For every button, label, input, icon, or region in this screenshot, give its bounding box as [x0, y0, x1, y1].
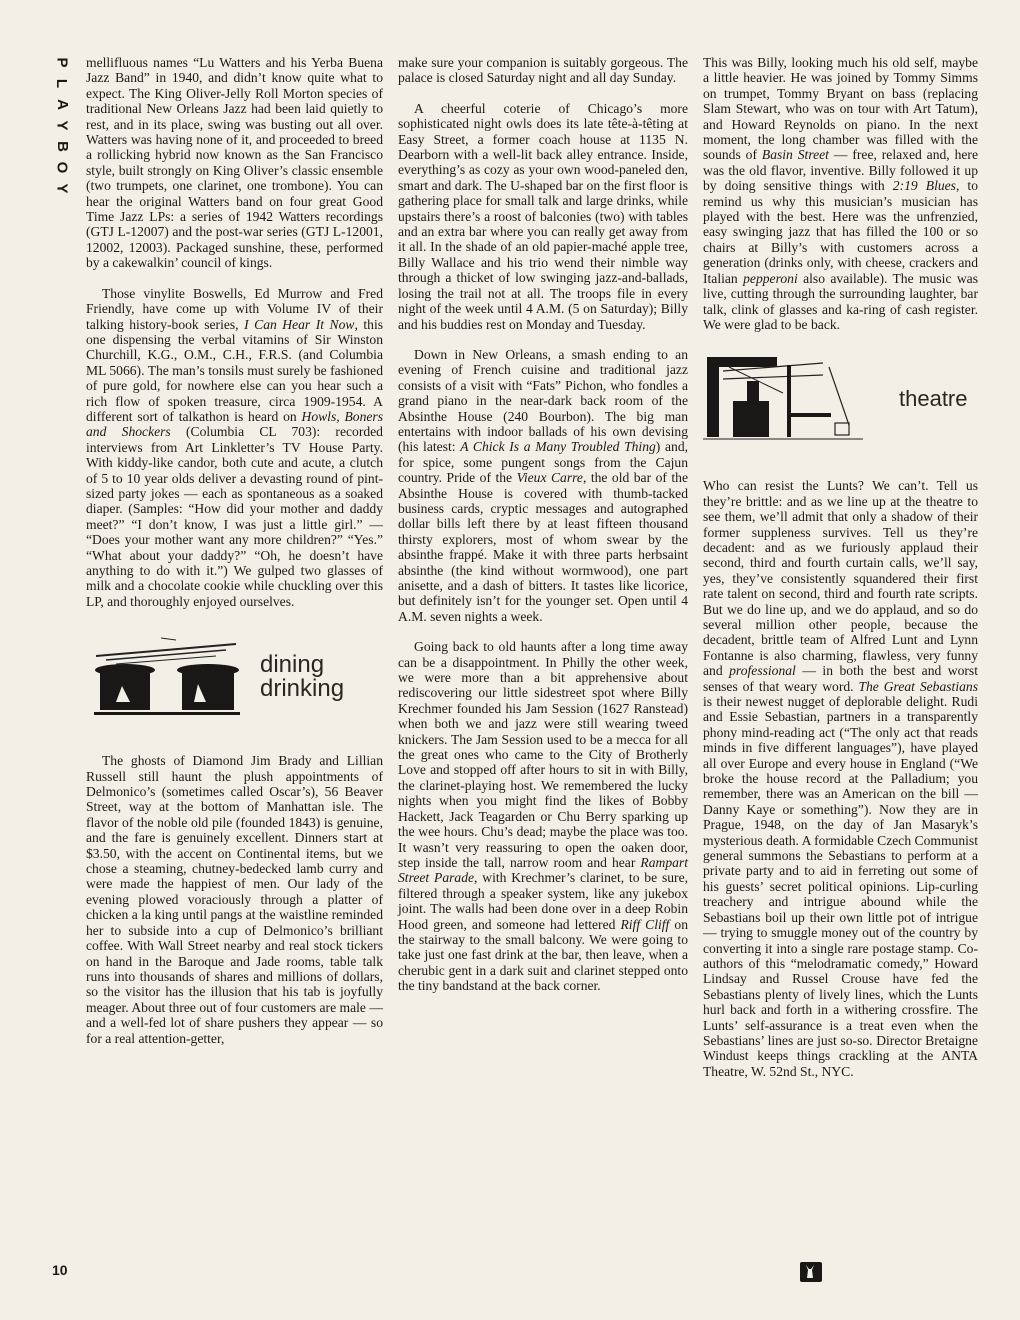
rabbit-head-logo-icon	[800, 1262, 822, 1282]
place-name: Vieux Carre	[516, 470, 583, 486]
record-title: I Can Hear It Now	[244, 316, 355, 332]
paragraph: Down in New Orleans, a smash ending to an evening of French cuisine and traditional jazz consists of a visit with “Fats” Pichon, who fondles a grand piano in the near-dark back room of the Absinthe House (240 Bourbon). The big man entertains with indoor ballads of his own devising (his latest: A Chick Is a Many Troubled Thing) and, for spice, some pungent songs from the Cajun country. Pride of the Vieux Carre, the old bar of the Absinthe House is covered with thumb-tacked business cards, cryptic messages and autographed dollar bills left there by at least fifteen thousand thirsty explorers, most of whom swear by the absinthe frappé. Make it with three parts herbsaint absinthe (the kind without wormwood), one part anisette, and a dash of bitters. It tastes like licorice, but definitely isn’t for the younger set. Open until 4 A.M. seven nights a week.	[398, 346, 689, 624]
paragraph: make sure your companion is suitably gorgeous. The palace is closed Saturday night and all day Sunday.	[398, 55, 688, 86]
emphasis: professional	[729, 663, 796, 679]
food-name: pepperoni	[743, 270, 798, 286]
paragraph: Those vinylite Boswells, Ed Murrow and Fred Friendly, have come up with Volume IV of their talking history-book series, I Can Hear It Now, this one dispensing the verbal vitamins of Sir Winston Churchill, K.G., O.M., C.H., F.R.S. (and Columbia ML 5066). The man’s tonsils must surely be fashioned of pure gold, for nowhere else can you hear such a rich flow of spoken treasure, circa 1909-1954. A different sort of talkathon is heard on Howls, Boners and Shockers (Columbia CL 703): recorded interviews from Art Linkletter’s TV House Party. With kiddy-like candor, both cute and acute, a clutch of 5 to 10 year olds deliver a devasting round of pint-sized party jokes — each as spontaneous as a soaked diaper. (Samples: “How did your mother and daddy meet?” “I don’t know, I was just a little girl.” — “Does your mother want any more children?” “Yes.” “What about your daddy?” “Oh, he doesn’t have anything to do with it.”) We gulped two glasses of milk and a chocolate cookie while chuckling over this LP, and thoroughly enjoyed ourselves.	[86, 285, 384, 609]
spine-letter: Y	[53, 183, 71, 194]
section-title-dining-drinking: dining drinking	[260, 651, 345, 703]
spine-letter: B	[53, 141, 71, 152]
song-title: Rampart Street Parade	[398, 854, 688, 886]
song-title: 2:19 Blues	[892, 178, 956, 194]
paragraph: Going back to old haunts after a long time away can be a disappointment. In Philly the other week, we were more than a bit apprehensive about rediscovering our little sidestreet spot where Billy Krechmer founded his Jam Session (1627 Ranstead) when both we and jazz were still wearing tweed knickers. The Jam Session used to be a mecca for all the great ones who came to the City of Brotherly Love and stopped off after hours to sit in with Billy, the clarinet-playing host. We remembered the lucky nights when you might find the likes of Bobby Hackett, Jack Teagarden or Chu Berry sparking up the wee hours. Chu’s dead; maybe the place was too. It wasn’t very reassuring to open the oaken door, step inside the tall, narrow room and hear Rampart Street Parade, with Krechmer’s clarinet, to be sure, filtered through a speaker system, like any jukebox joint. The walls had been done over in a deep Robin Hood green, and someone had lettered Riff Cliff on the stairway to the small balcony. We were going to take just one fast drink at the bar, then leave, when a cherubic gent in a dark suit and clarinet stepped onto the tiny bandstand at the back corner.	[398, 639, 688, 994]
spine-letter: L	[53, 78, 71, 89]
cocktail-tables-illustration-icon	[86, 626, 246, 729]
page-number: 10	[52, 1262, 68, 1278]
paragraph: Who can resist the Lunts? We can’t. Tell us they’re brittle: and as we line up at the theatre to see them, we’ll admit that only a shadow of their former suppleness survives. Tell us they’re decadent: and as we furiously applaud their second, third and fourth curtain calls, we’ll say, yes, they’ve consistently squandered their first rate talent on second, third and fourth rate scripts. But we do line up, and we do applaud, and so do several million other people, because the decadent, brittle team of Alfred Lunt and Lynn Fontanne is also charming, flawless, very funny and professional — in both the best and worst senses of that weary word. The Great Sebastians is their newest nugget of deplorable delight. Rudi and Essie Sebastian, partners in a transparently phony mind-reading act (“The only act that reads minds in five different languages”), have played all over Europe and every house in England (“We broke the house record at the Palladium; you remember, there was an American on the bill — Danny Kaye or something”). Now they are in Prague, 1948, on the day of Jan Masaryk’s mysterious death. A formidable Czech Communist general summons the Sebastians to perform at a private party and to aid in ferreting out some of his guests’ secret political opinions. Lip-curling treachery and intrigue abound while the Sebastians boil up their own little pot of intrigue — trying to smuggle money out of the country by converting it into a single rare postage stamp. Co-authors of this “melodramatic comedy,” Howard Lindsay and Russel Crouse have fed the Sebastians plenty of lively lines, which the Lunts hurl back and forth in a withering crossfire. The Lunts’ self-assurance is a treat even when the Sebastians’ lines are just so-so. Director Bretaigne Windust keeps things crackling at the ANTA Theatre, W. 52nd St., NYC.	[703, 478, 978, 1079]
column-3	[703, 55, 978, 1079]
paragraph: mellifluous names “Lu Watters and his Yerba Buena Jazz Band” in 1940, and didn’t know quite what to expect. The King Oliver-Jelly Roll Morton species of traditional New Orleans Jazz had been laid quietly to rest, and in its place, swing was busting out all over. Watters was having none of it, and proceeded to breed a rollicking hybrid now known as the San Francisco style, built strongly on King Oliver’s classic ensemble (two trumpets, one clarinet, one trombone). You can hear the original Watters band on four great Good Time Jazz LPs: a series of 1942 Watters recordings (GTJ L-12007) and the post-war series (GTJ L-12001, 12002, 12003). Packaged sunshine, these, performed by a cakewalkin’ council of kings.	[86, 55, 383, 271]
column-2	[398, 55, 688, 994]
play-title: The Great Sebastians	[858, 678, 978, 694]
dining-drinking-header	[86, 627, 383, 727]
paragraph: A cheerful coterie of Chicago’s more sophisticated night owls does its late tête-à-têting at Easy Street, a former coach house at 1135 N. Dearborn with a well-lit back alley entrance. Inside, everything’s as cozy as your own wood-paneled den, smart and dark. The U-shaped bar on the first floor is gathering place for small talk and large drinks, while upstairs there’s a roost of balconies (two) with tables and an extra bar where you can really get away from it all. In the shade of an old papier-maché apple tree, Billy Wallace and his trio wend their nimble way through a thicket of low swinging jazz-and-ballads, losing the trail not at all. The troops file in every night of the week until 4 A.M. (5 on Saturday); Billy and his buddies rest on Monday and Tuesday.	[398, 100, 688, 332]
paragraph: The ghosts of Diamond Jim Brady and Lillian Russell still haunt the plush appointments of Delmonico’s (sometimes called Oscar’s), 56 Beaver Street, way at the bottom of Manhattan isle. The flavor of the noble old pile (founded 1843) is genuine, and the fare is genuinely excellent. Dinners start at $3.50, with the accent on Continental items, but we chose a steaming, chutney-bedecked lamb curry and were made the happiest of men. Our lady of the evening plowed voraciously through a platter of chicken a la king until pangs at the waistline reminded her to subside into a cup of Delmonico’s brilliant coffee. With Wall Street nearby and real stock tickers on hand in the Baroque and Jade rooms, table talk runs into thousands of shares and millions of dollars, so the visitor has the illusion that his tab is joyfully meager. About three out of four customers are male — and a well-fed lot of share pushers they appear — so for a real attention-getter,	[86, 753, 383, 1046]
spine-letter: P	[53, 57, 71, 68]
record-title: Howls, Boners and Shockers	[86, 408, 383, 440]
spine-letter: O	[53, 161, 71, 174]
section-title-theatre: theatre	[899, 386, 968, 412]
spine-letter: A	[53, 99, 71, 110]
paragraph: This was Billy, looking much his old self, maybe a little heavier. He was joined by Tommy Simms on trumpet, Tommy Bryant on bass (replacing Slam Stewart, who was on tour with Art Tatum), and Howard Reynolds on piano. In the next moment, the long chamber was filled with the sounds of Basin Street — free, relaxed and, here was the old flavor, inventive. Billy followed it up by doing sensitive things with 2:19 Blues, to remind us why this musician’s musician has played with the best. Here was the unfrenzied, easy swinging jazz that has filled the 100 or so chairs at Billy’s with customers across a generation (drinks only, with cheese, crackers and Italian pepperoni also available). The music was live, cutting through the surrounding laughter, bar talk, clink of glasses and ka-ring of cash register. We were glad to be back.	[703, 55, 979, 332]
theatre-header	[703, 354, 978, 444]
song-title: Basin Street	[761, 147, 829, 163]
stage-spotlight-illustration-icon	[703, 353, 883, 446]
song-title: A Chick Is a Many Troubled Thing	[460, 439, 656, 455]
magazine-spine-title	[52, 52, 72, 199]
column-1	[86, 55, 383, 1046]
spine-letter: Y	[53, 120, 71, 131]
place-name: Riff Cliff	[620, 916, 670, 932]
